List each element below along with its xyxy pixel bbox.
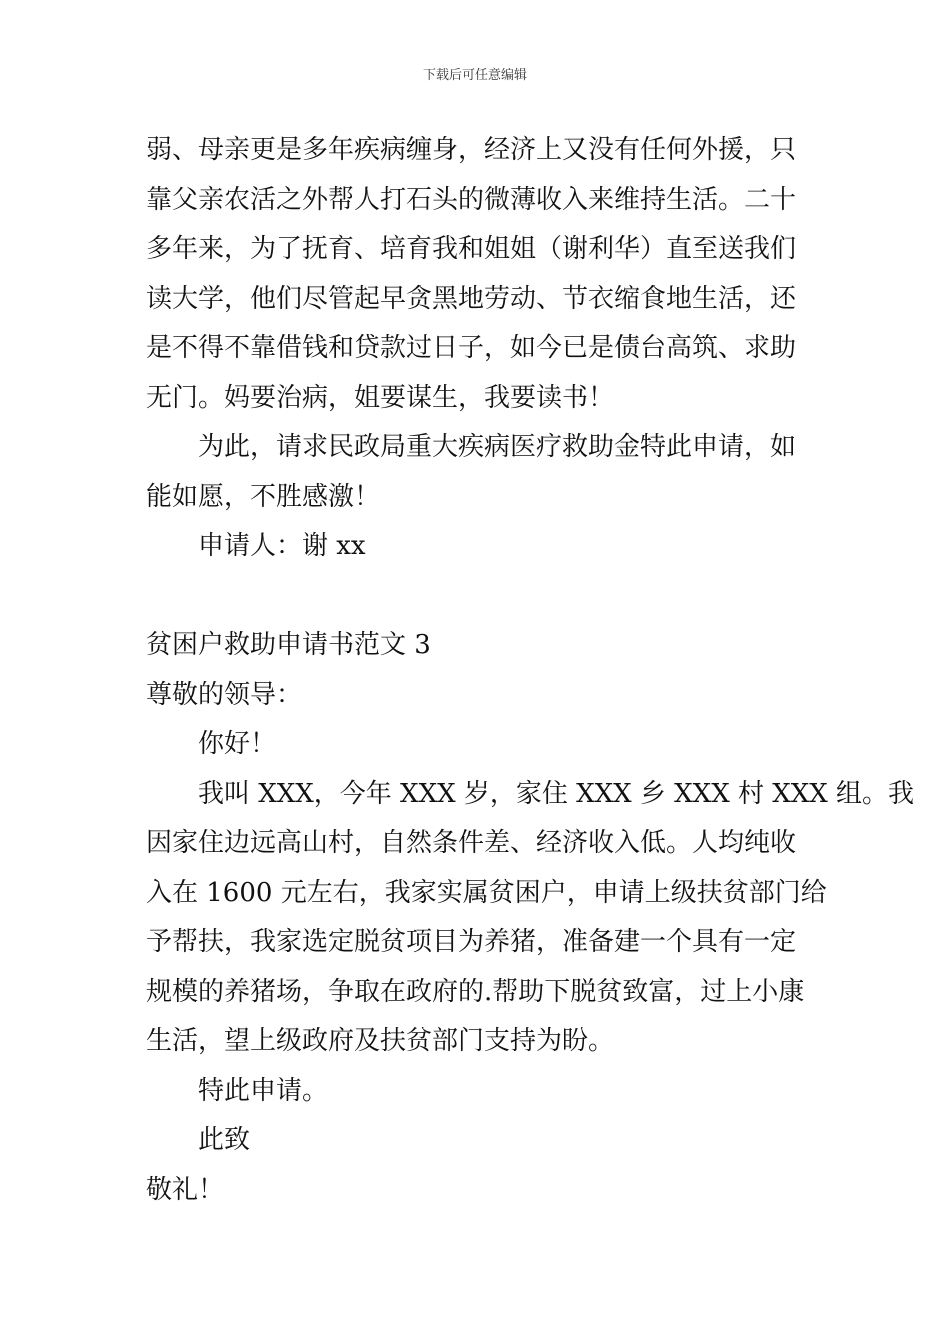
paragraph-line: 是不得不靠借钱和贷款过日子，如今已是债台高筑、求助 [146, 333, 797, 363]
closing-regards: 敬礼！ [146, 1174, 225, 1205]
paragraph-line: 我叫 XXX，今年 XXX 岁，家住 XXX 乡 XXX 村 XXX 组。我 [198, 778, 915, 809]
document-body [146, 126, 915, 1215]
paragraph-line: 规模的养猪场，争取在政府的.帮助下脱贫致富，过上小康 [146, 976, 805, 1007]
paragraph-line: 弱、母亲更是多年疾病缠身，经济上又没有任何外援，只 [146, 135, 797, 165]
applicant-signature: 申请人：谢 xx [198, 531, 366, 561]
paragraph-line: 生活，望上级政府及扶贫部门支持为盼。 [146, 1026, 615, 1056]
paragraph-line: 能如愿，不胜感激！ [146, 481, 381, 512]
paragraph-line: 多年来，为了抚育、培育我和姐姐（谢利华）直至送我们 [146, 234, 797, 264]
blank-line [146, 572, 810, 622]
paragraph-line: 无门。妈要治病，姐要谋生，我要读书！ [146, 382, 615, 413]
paragraph-line: 因家住边远高山村，自然条件差、经济收入低。人均纯收 [146, 828, 797, 858]
paragraph-line: 予帮扶，我家选定脱贫项目为养猪，准备建一个具有一定 [146, 927, 797, 957]
page-header: 下载后可任意编辑 [422, 68, 527, 83]
paragraph-line: 入在 1600 元左右，我家实属贫困户，申请上级扶贫部门给 [146, 877, 827, 908]
greeting: 你好！ [198, 729, 277, 759]
closing-request: 特此申请。 [198, 1075, 329, 1106]
paragraph-line: 为此，请求民政局重大疾病医疗救助金特此申请，如 [198, 432, 797, 462]
salutation: 尊敬的领导： [146, 679, 303, 710]
closing-zhizhi: 此致 [198, 1125, 251, 1155]
section-title: 贫困户救助申请书范文 3 [146, 630, 431, 660]
paragraph-line: 读大学，他们尽管起早贪黑地劳动、节衣缩食地生活，还 [146, 283, 797, 314]
paragraph-line: 靠父亲农活之外帮人打石头的微薄收入来维持生活。二十 [146, 184, 797, 215]
